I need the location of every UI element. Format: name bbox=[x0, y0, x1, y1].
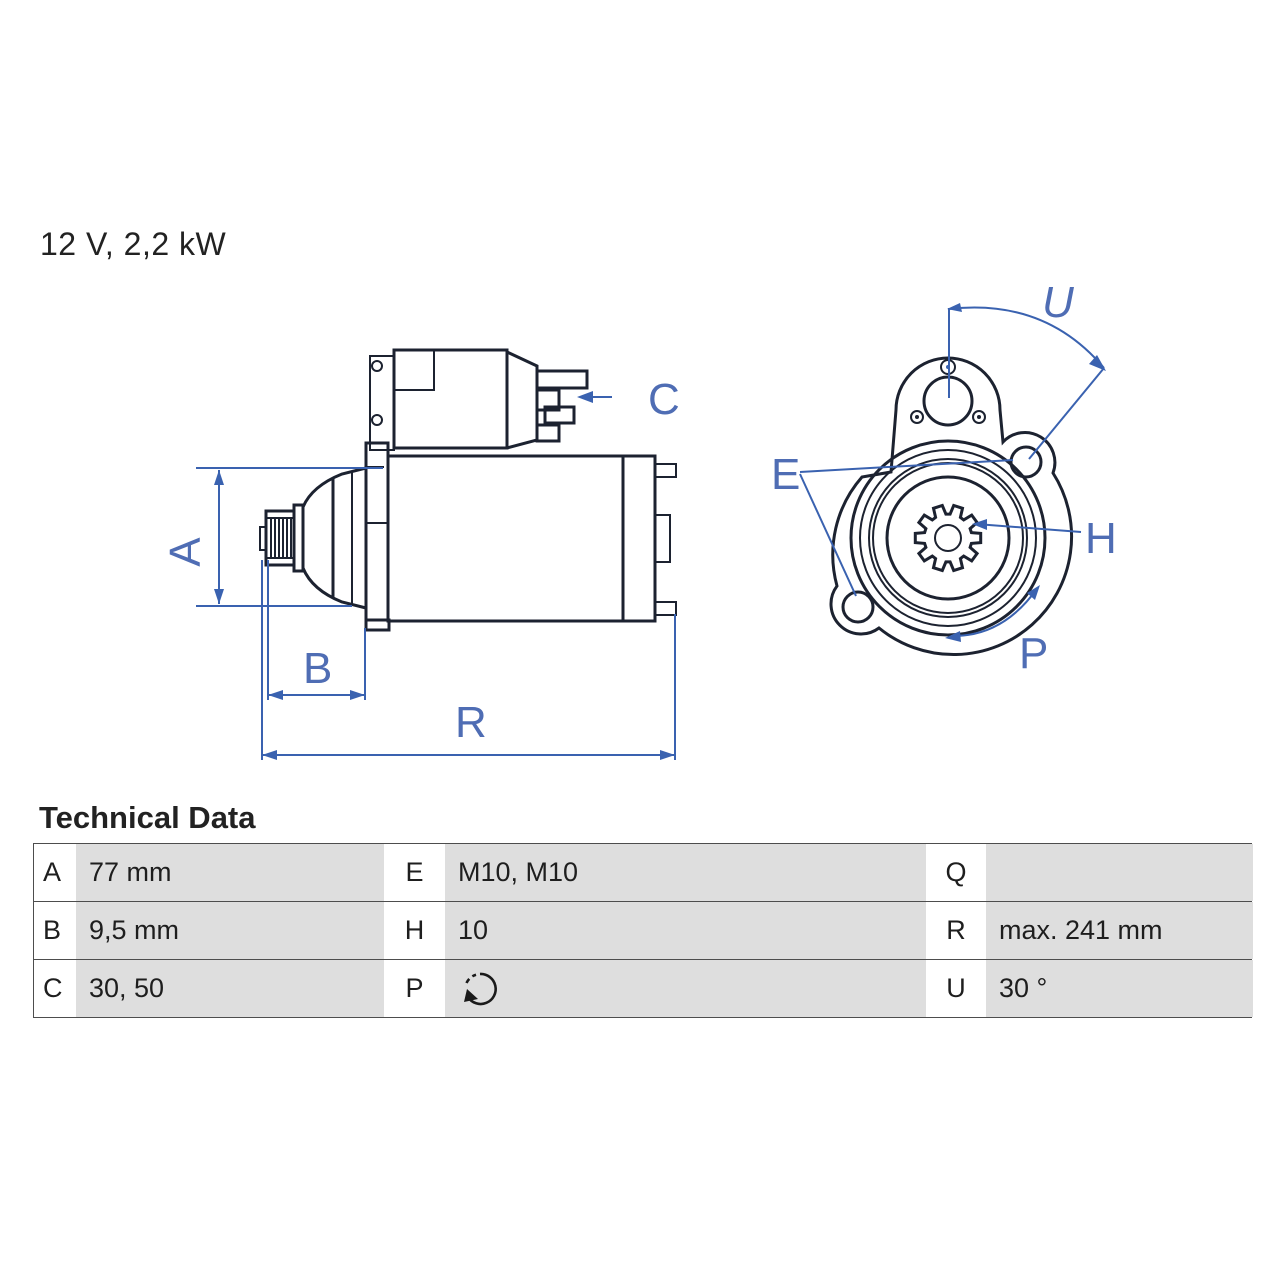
dimension-u-label: U bbox=[1042, 278, 1074, 327]
pinion-gear-front bbox=[915, 506, 980, 571]
pinion-side bbox=[260, 511, 294, 565]
table-row bbox=[34, 902, 1251, 960]
dimension-c-label: C bbox=[648, 375, 680, 424]
cell-u-label: U bbox=[926, 960, 986, 1017]
dimension-a-label: A bbox=[161, 537, 210, 567]
cell-p-label: P bbox=[384, 960, 445, 1017]
cell-b-value: 9,5 mm bbox=[76, 902, 384, 959]
solenoid-body bbox=[394, 350, 507, 448]
cell-a-value: 77 mm bbox=[76, 844, 384, 901]
cell-r-label: R bbox=[926, 902, 986, 959]
dimension-b bbox=[268, 560, 365, 700]
product-title: 12 V, 2,2 kW bbox=[40, 226, 227, 262]
motor-body bbox=[388, 456, 623, 621]
cell-q-value bbox=[986, 844, 1253, 901]
cell-e-value: M10, M10 bbox=[445, 844, 926, 901]
cell-a-label: A bbox=[34, 844, 76, 901]
dimension-r-label: R bbox=[455, 698, 487, 747]
table-row bbox=[34, 960, 1251, 1017]
cell-q-label: Q bbox=[926, 844, 986, 901]
rotation-direction-icon bbox=[458, 968, 500, 1010]
dimension-h-label: H bbox=[1085, 514, 1117, 563]
cell-c-value: 30, 50 bbox=[76, 960, 384, 1017]
mounting-flange bbox=[366, 443, 388, 620]
mounting-hole-bottom-left bbox=[843, 592, 873, 622]
technical-data-table bbox=[33, 843, 1252, 1018]
side-view-drawing bbox=[161, 350, 680, 760]
cell-r-value: max. 241 mm bbox=[986, 902, 1253, 959]
dimension-e-label: E bbox=[771, 450, 801, 499]
solenoid-terminal bbox=[537, 371, 587, 388]
cell-p-value bbox=[445, 960, 926, 1017]
cell-b-label: B bbox=[34, 902, 76, 959]
mounting-hole-top-right bbox=[1011, 447, 1041, 477]
table-row bbox=[34, 844, 1251, 902]
dimension-p-label: P bbox=[1019, 629, 1049, 678]
dimension-c bbox=[577, 375, 680, 424]
cell-h-value: 10 bbox=[445, 902, 926, 959]
cell-h-label: H bbox=[384, 902, 445, 959]
cell-c-label: C bbox=[34, 960, 76, 1017]
dimension-b-label: B bbox=[303, 644, 333, 693]
front-view-drawing bbox=[771, 278, 1117, 678]
cell-e-label: E bbox=[384, 844, 445, 901]
cell-u-value: 30 ° bbox=[986, 960, 1253, 1017]
technical-data-heading: Technical Data bbox=[39, 800, 256, 835]
front-flange-outline bbox=[831, 358, 1072, 655]
